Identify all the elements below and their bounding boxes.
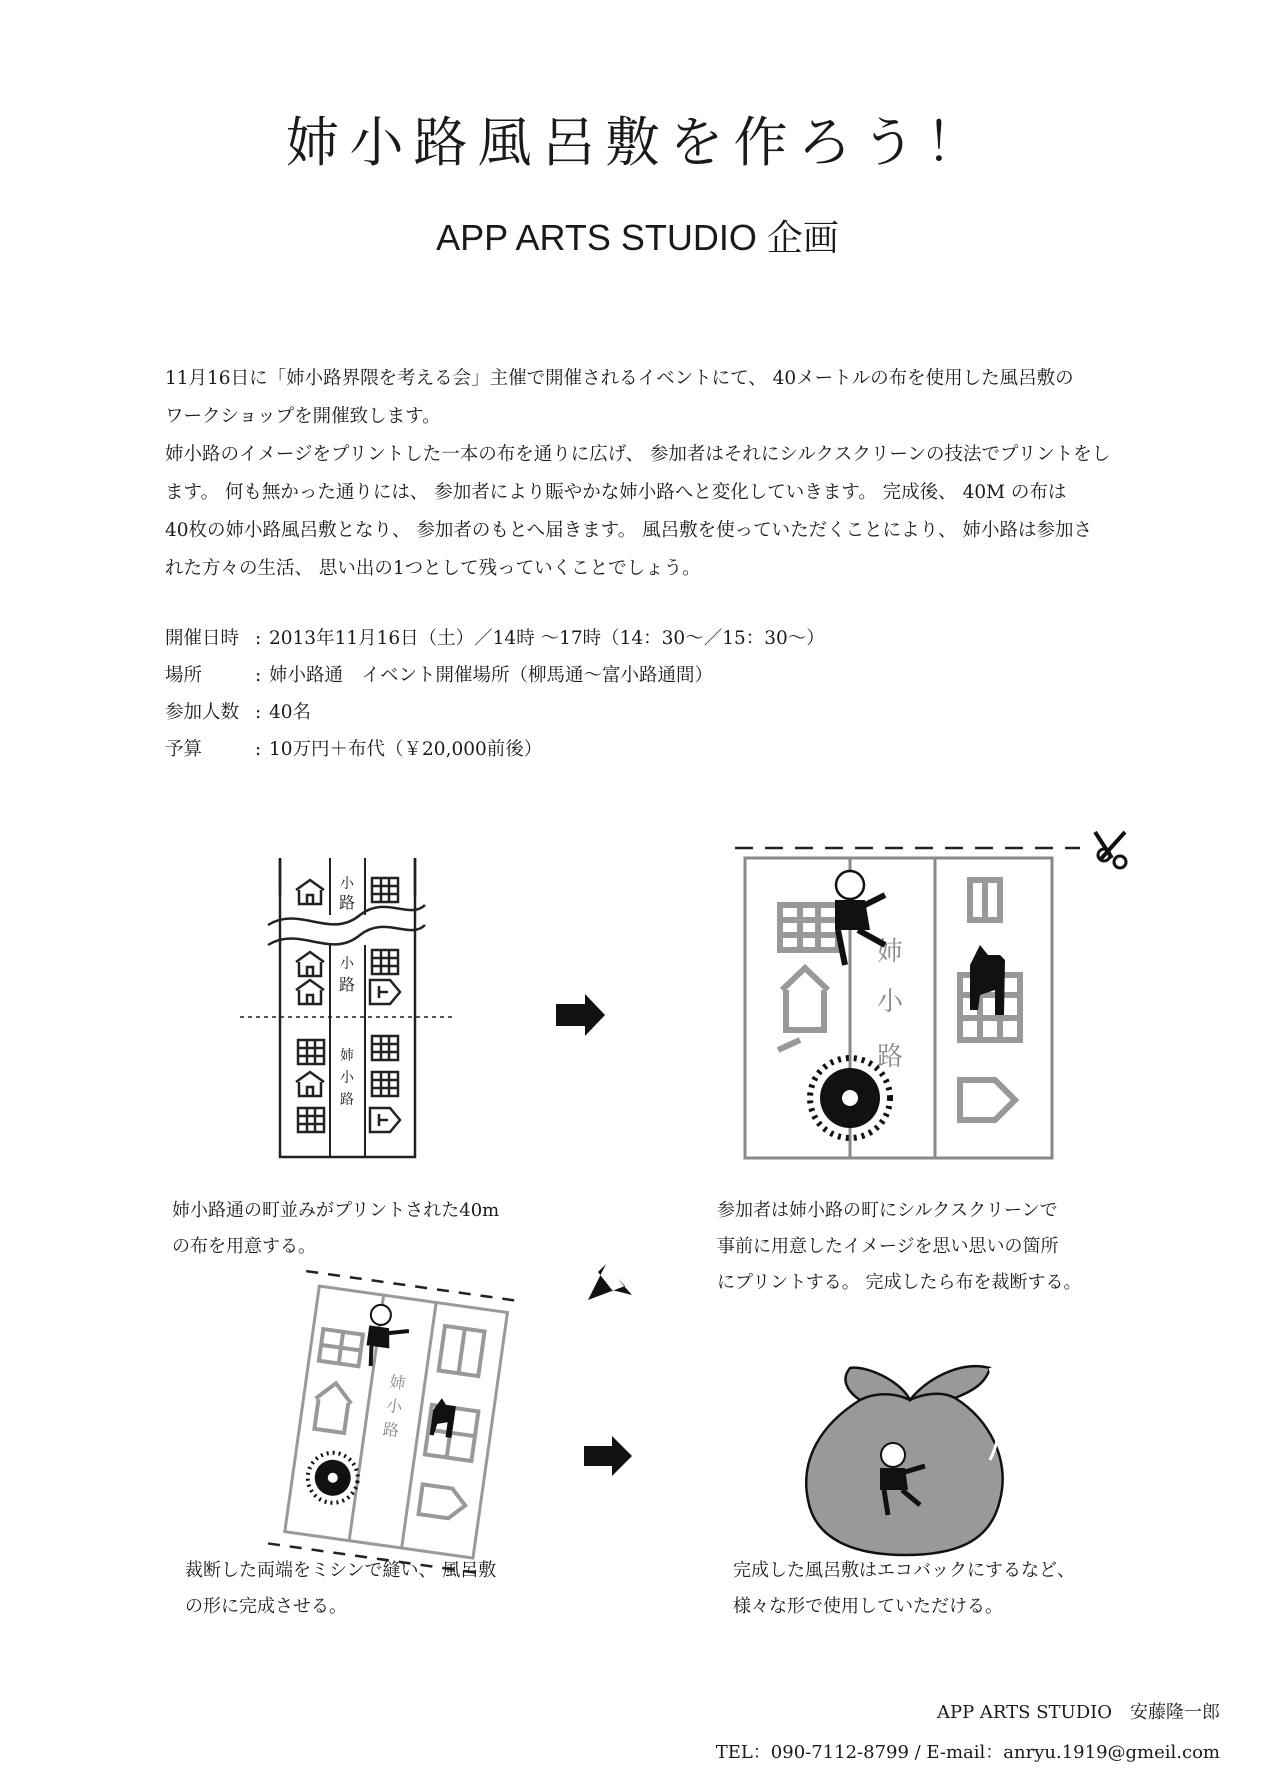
detail-separator: : <box>255 739 262 760</box>
step4-caption <box>733 1553 1183 1625</box>
caption-line: 参加者は姉小路の町にシルクスクリーンで <box>717 1200 1058 1221</box>
caption-line: 事前に用意したイメージを思い思いの箇所 <box>717 1236 1059 1257</box>
street-char: 路 <box>338 975 356 994</box>
detail-value: 2013年11月16日（土）／14時 ～17時（14：30～／15：30～） <box>269 628 825 649</box>
arrow-right-icon <box>584 1436 632 1476</box>
detail-value: 40名 <box>269 702 312 723</box>
cat-figure-icon <box>970 945 1005 1015</box>
intro-line: 11月16日に「姉小路界隈を考える会」主催で開催されるイベントにて、 40メートルの布を使用した風呂敷の <box>165 368 1074 389</box>
small-cloth-char: 小 <box>385 1395 404 1417</box>
caption-line: 完成した風呂敷はエコバックにするなど、 <box>733 1560 1075 1581</box>
page-subtitle: APP ARTS STUDIO 企画 <box>436 217 839 258</box>
cloth-char: 姉 <box>876 937 904 967</box>
intro-line: 姉小路のイメージをプリントした一本の布を通りに広げ、 参加者はそれにシルクスクリーンの技法でプリントをし <box>165 444 1111 465</box>
detail-separator: : <box>255 665 262 686</box>
detail-value: 10万円＋布代（￥20,000前後） <box>269 739 543 760</box>
arrow-right-icon <box>556 994 605 1036</box>
detail-label: 参加人数 <box>165 702 240 723</box>
caption-line: の形に完成させる。 <box>185 1596 347 1617</box>
scissors-icon <box>1095 832 1126 868</box>
intro-line: 40枚の姉小路風呂敷となり、 参加者のもとへ届きます。 風呂敷を使っていただくことにより、 姉小路は参加さ <box>165 520 1092 541</box>
street-cloth-illustration <box>240 858 455 1157</box>
step2-caption <box>717 1193 1137 1301</box>
intro-line: れた方々の生活、 思い出の1つとして残っていくことでしょう。 <box>165 558 701 579</box>
detail-separator: : <box>255 628 262 649</box>
footer-contact: TEL：090-7112-8799 / E-mail：anryu.1919@gmeil.com <box>715 1742 1220 1763</box>
street-char: 姉 <box>340 1048 354 1064</box>
detail-label: 予算 <box>165 739 203 760</box>
printed-cloth-illustration <box>735 832 1126 1158</box>
cloth-char: 路 <box>876 1042 904 1072</box>
street-char: 路 <box>340 1092 354 1108</box>
detail-label: 開催日時 <box>165 628 240 649</box>
arrow-down-left-icon <box>588 1264 632 1300</box>
step3-caption <box>185 1553 605 1625</box>
cloth-char: 小 <box>876 987 904 1017</box>
caption-line: の布を用意する。 <box>172 1236 316 1257</box>
street-char: 小 <box>340 1070 354 1086</box>
intro-line: ます。 何も無かった通りには、 参加者により賑やかな姉小路へと変化していきます。 完成後、 40M の布は <box>165 482 1067 503</box>
small-cloth-char: 路 <box>381 1419 401 1441</box>
step1-caption <box>172 1193 592 1265</box>
caption-line: 裁断した両端をミシンで縫い、 風呂敷 <box>185 1560 497 1581</box>
caption-line: 姉小路通の町並みがプリントされた40m <box>172 1200 500 1221</box>
detail-label: 場所 <box>165 665 203 686</box>
detail-value: 姉小路通 イベント開催場所（柳馬通～富小路通間） <box>269 665 714 686</box>
caption-line: 様々な形で使用していただける。 <box>733 1596 1003 1617</box>
intro-line: ワークショップを開催致します。 <box>165 406 441 427</box>
page-title: 姉小路風呂敷を作ろう！ <box>285 111 990 174</box>
street-char: 小 <box>340 956 354 972</box>
footer-credit: APP ARTS STUDIO 安藤隆一郎 <box>936 1702 1220 1723</box>
caption-line: にプリントする。 完成したら布を裁断する。 <box>717 1272 1082 1293</box>
small-cloth-char: 姉 <box>388 1371 407 1393</box>
cut-cloth-illustration <box>268 1271 524 1574</box>
street-char: 路 <box>338 893 356 912</box>
detail-separator: : <box>255 702 262 723</box>
furoshiki-bag-illustration <box>806 1366 1002 1555</box>
street-char: 小 <box>340 876 354 892</box>
